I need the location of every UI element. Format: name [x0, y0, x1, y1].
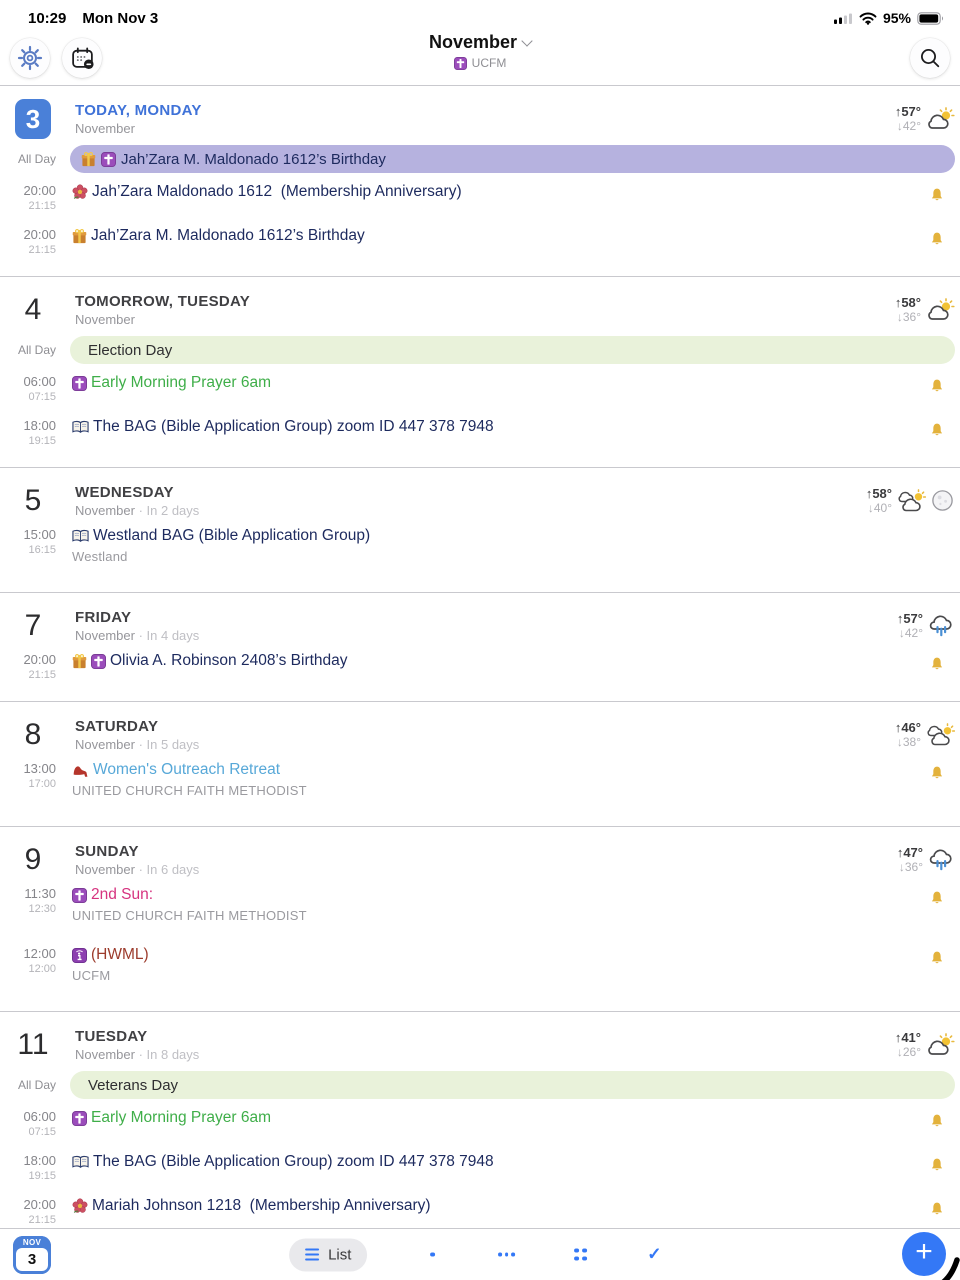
event-times: 11:30 12:30	[24, 886, 56, 916]
sun-cloud-icon	[925, 1033, 955, 1057]
day-number[interactable]: 3	[15, 99, 51, 139]
event-title: Early Morning Prayer 6am	[91, 1109, 272, 1126]
temp-low: ↓38°	[896, 734, 921, 749]
event-location: Westland	[72, 549, 128, 564]
day-header	[0, 603, 960, 649]
day-section-nov-7	[0, 592, 960, 701]
event-location: UNITED CHURCH FAITH METHODIST	[72, 908, 307, 923]
cross-icon	[72, 1111, 87, 1126]
event-title: The BAG (Bible Application Group) zoom ID 447 378 7948	[93, 1153, 494, 1170]
event-times: 20:00 21:15	[23, 183, 56, 213]
bell-icon	[930, 950, 960, 970]
day-subtitle: November · In 5 days	[75, 737, 200, 752]
event-times: 18:00 19:15	[23, 418, 56, 448]
temp-low: ↓40°	[867, 500, 892, 515]
event-row[interactable]	[0, 943, 960, 1003]
day-subtitle: November · In 6 days	[75, 862, 200, 877]
event-row[interactable]	[0, 883, 960, 943]
day-header	[0, 478, 960, 524]
day-subtitle: November	[75, 312, 135, 327]
cross-icon	[72, 888, 87, 903]
status-time: 10:29	[28, 9, 67, 27]
day-number[interactable]: 7	[24, 609, 42, 642]
event-title: Westland BAG (Bible Application Group)	[93, 527, 371, 544]
event-title: Mariah Johnson 1218 (Membership Anniversary)	[92, 1197, 431, 1214]
day-title: SUNDAY	[75, 843, 139, 860]
moon-icon	[930, 488, 955, 513]
event-times: 20:00 21:15	[23, 652, 56, 682]
info-icon	[72, 948, 87, 963]
view-switcher	[289, 1238, 663, 1271]
event-title: (HWML)	[91, 946, 149, 963]
weather	[866, 487, 960, 516]
event-row[interactable]	[0, 1150, 960, 1194]
event-times: 12:00 12:00	[23, 946, 56, 976]
clouds-sun-icon	[896, 489, 926, 513]
day-header	[0, 837, 960, 883]
battery-percent: 95%	[882, 10, 911, 26]
rain-icon	[927, 613, 955, 639]
calendar-subtitle	[0, 56, 960, 70]
clouds-sun-icon	[925, 723, 955, 747]
all-day-label: All Day	[17, 152, 56, 166]
calendar-subtitle-label: UCFM	[471, 56, 507, 70]
event-times: 20:00 21:15	[23, 1197, 56, 1227]
event-row[interactable]	[0, 524, 960, 584]
bell-icon	[930, 378, 960, 398]
bell-icon	[930, 1157, 960, 1177]
day-header	[0, 96, 960, 142]
cross-calendar-icon	[454, 57, 467, 70]
temp-high: ↑57°	[894, 103, 921, 119]
sun-cloud-icon	[925, 107, 955, 131]
status-bar	[0, 0, 960, 30]
temp-low: ↓36°	[896, 309, 921, 324]
event-row[interactable]	[0, 180, 960, 224]
add-event-button[interactable]: +	[902, 1232, 946, 1276]
weather	[895, 1031, 960, 1060]
day-view-dot-icon	[430, 1252, 435, 1257]
day-section-nov-11	[0, 1011, 960, 1246]
day-number[interactable]: 11	[17, 1028, 49, 1061]
event-title: Jah’Zara M. Maldonado 1612’s Birthday	[121, 150, 386, 168]
day-subtitle: November · In 4 days	[75, 628, 200, 643]
battery-icon	[917, 12, 944, 25]
temp-low: ↓42°	[898, 625, 923, 640]
day-title: TOMORROW, TUESDAY	[75, 293, 251, 310]
rain-icon	[927, 847, 955, 873]
search-button[interactable]	[910, 38, 950, 78]
temp-low: ↓42°	[896, 118, 921, 133]
gift-icon	[72, 654, 87, 669]
day-section-nov-5	[0, 467, 960, 592]
weather	[895, 721, 960, 750]
all-day-event-pill[interactable]	[70, 1071, 955, 1099]
list-view-button[interactable]	[289, 1238, 367, 1271]
bell-icon	[930, 890, 960, 910]
event-times: 13:00 17:00	[23, 761, 56, 791]
day-header	[0, 712, 960, 758]
day-section-nov-8	[0, 701, 960, 826]
bell-icon	[930, 187, 960, 207]
day-title: TUESDAY	[75, 1028, 148, 1045]
today-date-button[interactable]	[13, 1236, 51, 1274]
search-icon	[919, 47, 941, 69]
temp-low: ↓26°	[896, 1044, 921, 1059]
week-view-dots-icon	[498, 1253, 502, 1257]
all-day-label: All Day	[17, 343, 56, 357]
bell-icon	[930, 765, 960, 785]
all-day-event-row	[0, 335, 955, 365]
day-header	[0, 1022, 960, 1068]
day-view-button[interactable]	[423, 1242, 441, 1268]
event-title: The BAG (Bible Application Group) zoom ID 447 378 7948	[93, 418, 494, 435]
event-title: Women's Outreach Retreat	[93, 761, 281, 778]
event-row[interactable]	[0, 371, 960, 415]
temp-high: ↑58°	[894, 294, 921, 310]
temp-high: ↑57°	[896, 610, 923, 626]
event-times: 18:00 19:15	[23, 1153, 56, 1183]
all-day-event-pill[interactable]	[70, 336, 955, 364]
bottom-toolbar	[0, 1228, 960, 1280]
event-times: 20:00 21:15	[23, 227, 56, 257]
list-view-label: List	[328, 1246, 352, 1263]
day-subtitle: November · In 8 days	[75, 1047, 200, 1062]
day-title: TODAY, MONDAY	[75, 102, 202, 119]
month-title[interactable]	[429, 32, 531, 53]
event-title: 2nd Sun:	[91, 886, 154, 903]
app-header	[0, 30, 960, 86]
temp-low: ↓36°	[898, 859, 923, 874]
gift-icon	[72, 229, 87, 244]
event-row[interactable]	[0, 1106, 960, 1150]
event-title: Jah’Zara M. Maldonado 1612’s Birthday	[91, 227, 365, 244]
event-title: Veterans Day	[88, 1076, 179, 1094]
day-section-nov-4	[0, 276, 960, 467]
bell-icon	[930, 1201, 960, 1221]
all-day-event-pill[interactable]	[70, 145, 955, 173]
day-header	[0, 287, 960, 333]
event-times: 06:00 07:15	[23, 374, 56, 404]
bell-icon	[930, 231, 960, 251]
temp-high: ↑41°	[894, 1029, 921, 1045]
month-view-grid-icon	[574, 1248, 587, 1261]
flower-icon	[72, 1198, 88, 1214]
gift-icon	[81, 152, 96, 167]
bell-icon	[930, 422, 960, 442]
temp-high: ↑58°	[865, 485, 892, 501]
book-icon	[72, 420, 89, 434]
day-title: SATURDAY	[75, 718, 159, 735]
day-section-nov-3	[0, 86, 960, 276]
heel-icon	[72, 763, 89, 778]
status-date: Mon Nov 3	[82, 9, 159, 27]
weather	[895, 296, 960, 325]
book-icon	[72, 1155, 89, 1169]
temp-high: ↑46°	[894, 719, 921, 735]
weather	[895, 105, 960, 134]
event-row[interactable]	[0, 758, 960, 818]
event-row[interactable]	[0, 224, 960, 268]
wifi-icon	[859, 12, 877, 25]
cross-icon	[72, 376, 87, 391]
date-badge-day: 3	[16, 1248, 48, 1271]
day-subtitle: November	[75, 121, 135, 136]
cellular-signal-icon	[834, 12, 853, 24]
flower-icon	[72, 184, 88, 200]
chevron-down-icon	[521, 35, 532, 46]
all-day-event-row	[0, 144, 955, 174]
cross-icon	[101, 152, 116, 167]
event-title: Election Day	[88, 341, 173, 359]
day-number[interactable]: 9	[24, 843, 42, 876]
event-title: Olivia A. Robinson 2408’s Birthday	[110, 652, 348, 669]
day-number[interactable]: 4	[24, 293, 42, 326]
event-times: 15:00 16:15	[23, 527, 56, 557]
month-title-label: November	[428, 32, 518, 52]
list-icon	[305, 1248, 319, 1260]
tasks-view-button[interactable]	[645, 1242, 663, 1268]
day-number[interactable]: 5	[24, 484, 42, 517]
all-day-label: All Day	[17, 1078, 56, 1092]
day-title: FRIDAY	[75, 609, 132, 626]
tasks-check-icon: ✓	[647, 1244, 662, 1264]
month-view-button[interactable]	[571, 1242, 589, 1268]
bell-icon	[930, 1113, 960, 1133]
day-title: WEDNESDAY	[75, 484, 174, 501]
weather	[897, 846, 960, 875]
sun-cloud-icon	[925, 298, 955, 322]
all-day-event-row	[0, 1070, 955, 1100]
cross-icon	[91, 654, 106, 669]
event-times: 06:00 07:15	[23, 1109, 56, 1139]
event-list	[0, 86, 960, 1246]
event-title: Early Morning Prayer 6am	[91, 374, 272, 391]
temp-high: ↑47°	[896, 844, 923, 860]
date-badge-month: NOV	[22, 1237, 42, 1247]
bell-icon	[930, 656, 960, 676]
event-location: UNITED CHURCH FAITH METHODIST	[72, 783, 307, 798]
event-title: Jah’Zara Maldonado 1612 (Membership Anniversary)	[92, 183, 462, 200]
event-location: UCFM	[72, 968, 111, 983]
event-row[interactable]	[0, 415, 960, 459]
book-icon	[72, 529, 89, 543]
day-section-nov-9	[0, 826, 960, 1011]
event-row[interactable]	[0, 649, 960, 693]
day-subtitle: November · In 2 days	[75, 503, 200, 518]
day-number[interactable]: 8	[24, 718, 42, 751]
weather	[897, 612, 960, 641]
week-view-button[interactable]	[497, 1242, 515, 1268]
